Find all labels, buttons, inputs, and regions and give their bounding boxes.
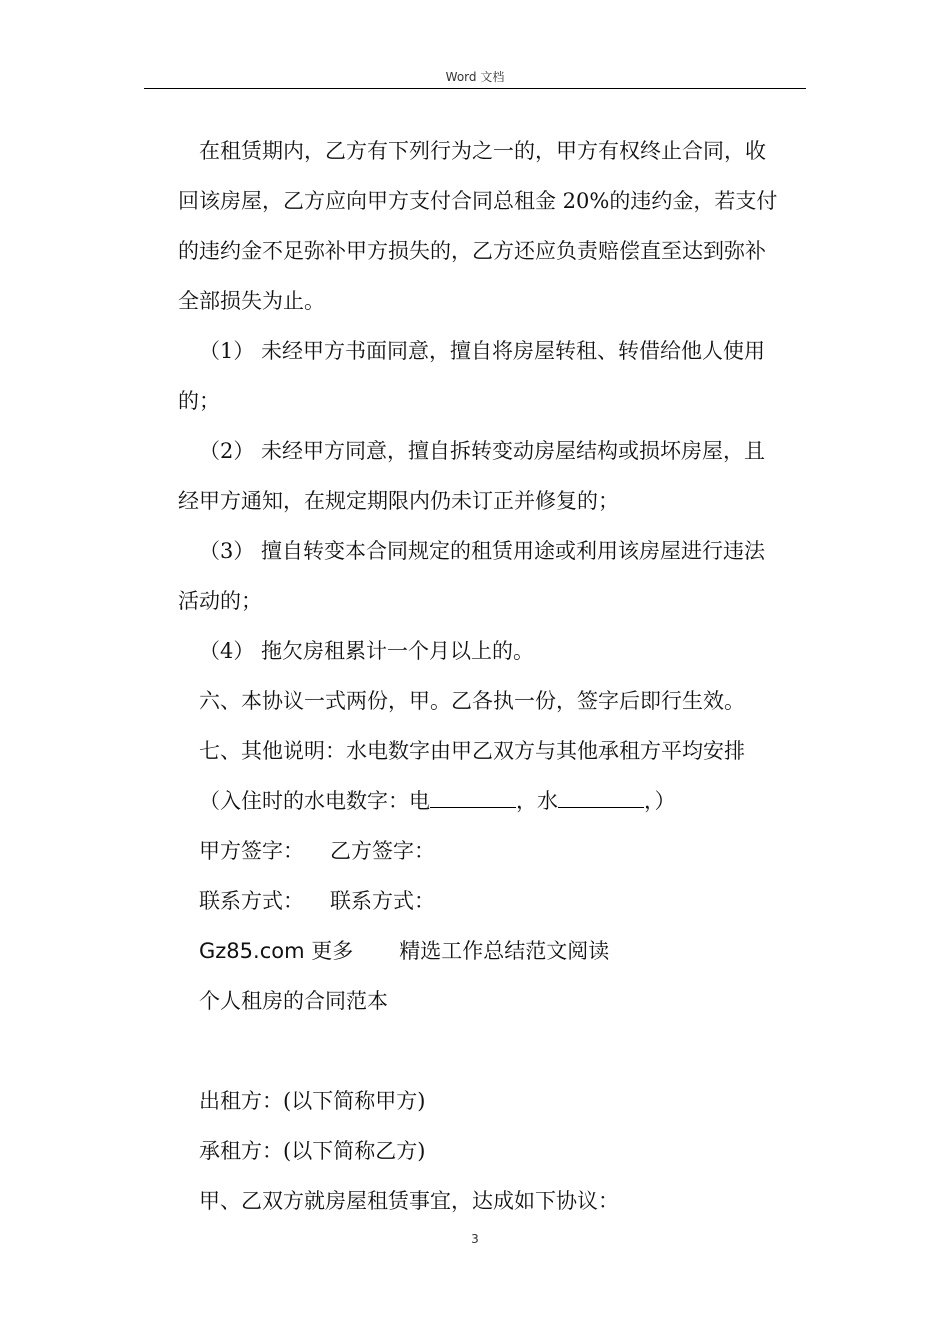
list-item-1: （1） 未经甲方书面同意，擅自将房屋转租、转借给他人使用: [199, 339, 766, 363]
list-item-1-cont: 的；: [178, 389, 220, 413]
lessor-line: 出租方：(以下简称甲方): [199, 1089, 426, 1113]
paragraph-line: 的违约金不足弥补甲方损失的，乙方还应负责赔偿直至达到弥补: [178, 239, 766, 263]
list-item-2: （2） 未经甲方同意，擅自拆转变动房屋结构或损坏房屋，且: [199, 439, 766, 463]
list-item-4: （4） 拖欠房租累计一个月以上的。: [199, 639, 535, 663]
page-header: Word 文档: [445, 70, 505, 84]
meter-prefix: （入住时的水电数字：电: [199, 789, 430, 813]
contact-b-label: 联系方式：: [330, 889, 435, 913]
water-blank: [558, 789, 644, 808]
header-divider: [144, 88, 806, 89]
more-reading-text: 精选工作总结范文阅读: [399, 939, 610, 963]
electricity-blank: [430, 789, 516, 808]
meter-suffix: ，）: [644, 789, 676, 813]
lessee-line: 承租方：(以下简称乙方): [199, 1139, 426, 1163]
contact-line: [178, 876, 806, 926]
blank-line: [178, 1026, 806, 1076]
list-item-3-cont: 活动的；: [178, 589, 262, 613]
agreement-line: 甲、乙双方就房屋租赁事宜，达成如下协议：: [199, 1189, 619, 1213]
document-body: [178, 126, 806, 1226]
signature-a-label: 甲方签字：: [199, 839, 304, 863]
meter-reading-line: [178, 776, 806, 826]
paragraph-line: 全部损失为止。: [178, 289, 325, 313]
clause-7: 七、其他说明：水电数字由甲乙双方与其他承租方平均安排: [199, 739, 745, 763]
contract-title: 个人租房的合同范本: [199, 989, 388, 1013]
page-number: 3: [471, 1232, 479, 1246]
signature-b-label: 乙方签字：: [330, 839, 435, 863]
list-item-2-cont: 经甲方通知，在规定期限内仍未订正并修复的；: [178, 489, 619, 513]
contact-a-label: 联系方式：: [199, 889, 304, 913]
list-item-3: （3） 擅自转变本合同规定的租赁用途或利用该房屋进行违法: [199, 539, 766, 563]
paragraph-line: 在租赁期内，乙方有下列行为之一的，甲方有权终止合同，收: [199, 139, 766, 163]
meter-mid: ，水: [516, 789, 558, 813]
paragraph-line: 回该房屋，乙方应向甲方支付合同总租金 20%的违约金，若支付: [178, 189, 778, 213]
signature-line: [178, 826, 806, 876]
more-reading-line: [178, 926, 806, 976]
clause-6: 六、本协议一式两份，甲。乙各执一份，签字后即行生效。: [199, 689, 745, 713]
site-link[interactable]: Gz85.com 更多: [199, 939, 354, 963]
